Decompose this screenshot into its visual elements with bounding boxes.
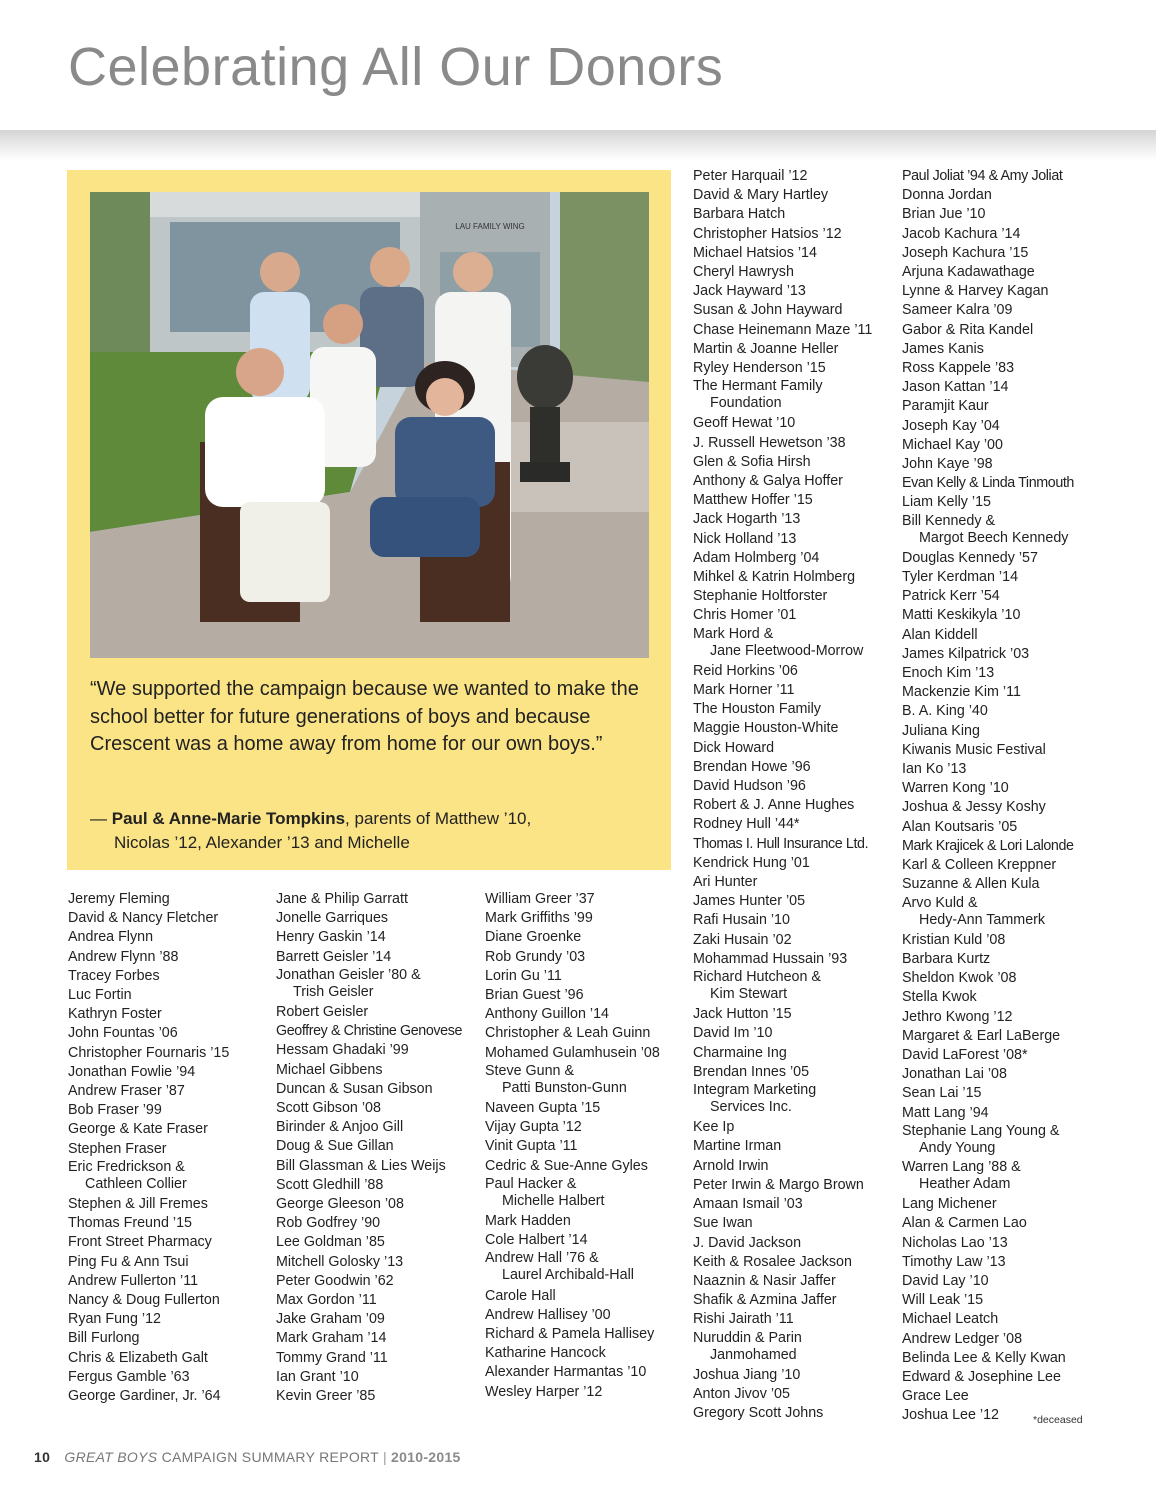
donor-entry: Joshua Jiang ’10 — [693, 1366, 801, 1383]
donor-entry: Ryan Fung ’12 — [68, 1311, 161, 1328]
donor-entry — [902, 895, 1074, 929]
donor-entry: Vinit Gupta ’11 — [485, 1138, 578, 1155]
donor-entry: Liam Kelly ’15 — [902, 494, 991, 511]
donor-entry: Rob Godfrey ’90 — [276, 1215, 381, 1232]
donor-entry: Lorin Gu ’11 — [485, 967, 562, 984]
donor-entry: Bob Fraser ’99 — [68, 1102, 162, 1119]
donor-entry-line-2: Michelle Halbert — [502, 1192, 605, 1209]
donor-entry: David & Nancy Fletcher — [68, 910, 219, 927]
donor-entry: Jane & Philip Garratt — [276, 891, 408, 907]
donor-entry — [693, 1082, 872, 1116]
donor-entry-line-1: Mark Hord & — [693, 625, 774, 642]
donor-entry: Reid Horkins ’06 — [693, 662, 798, 679]
donor-entry-line-2: Foundation — [710, 395, 782, 412]
donor-entry: Alexander Harmantas ’10 — [485, 1364, 647, 1381]
donor-entry: Edward & Josephine Lee — [902, 1368, 1061, 1385]
donor-entry: Alan Koutsaris ’05 — [902, 818, 1018, 835]
donor-entry: Chris & Elizabeth Galt — [68, 1349, 208, 1366]
donor-entry-line-2: Laurel Archibald-Hall — [502, 1267, 634, 1284]
donor-entry: Michael Hatsios ’14 — [693, 244, 817, 261]
donor-entry: Tracey Forbes — [68, 967, 160, 984]
donor-entry-line-1: Warren Lang ’88 & — [902, 1158, 1021, 1175]
donor-entry-line-2: Cathleen Collier — [85, 1175, 187, 1192]
donor-entry: Enoch Kim ’13 — [902, 665, 995, 682]
donor-entry: Adam Holmberg ’04 — [693, 549, 820, 566]
title-gradient-bar — [0, 130, 1156, 160]
donor-entry: Jacob Kachura ’14 — [902, 225, 1021, 242]
donor-entry: Ian Grant ’10 — [276, 1368, 359, 1385]
donor-entry-line-2: Jane Fleetwood-Morrow — [710, 642, 864, 659]
donor-entry: Ryley Henderson ’15 — [693, 360, 826, 377]
donor-entry: Dick Howard — [693, 739, 775, 756]
donor-entry-line-1: Jonathan Geisler ’80 & — [276, 966, 421, 983]
donor-entry: Warren Kong ’10 — [902, 780, 1009, 797]
donor-entry: Ari Hunter — [693, 874, 758, 891]
donor-entry: Andrew Hallisey ’00 — [485, 1306, 611, 1323]
donor-entry: Mihkel & Katrin Holmberg — [693, 569, 856, 586]
donor-column-3 — [485, 890, 660, 1402]
donor-entry: David Im ’10 — [693, 1025, 773, 1042]
donor-entry: Joseph Kay ’04 — [902, 417, 1000, 434]
donor-entry: David LaForest ’08* — [902, 1046, 1028, 1063]
donor-entry: Will Leak ’15 — [902, 1292, 984, 1309]
quote-attribution — [90, 807, 660, 854]
donor-entry: Evan Kelly & Linda Tinmouth — [902, 475, 1074, 492]
donor-entry: Robert & J. Anne Hughes — [693, 797, 855, 814]
donor-entry: Jonathan Fowlie ’94 — [68, 1063, 196, 1080]
donor-entry: Michael Kay ’00 — [902, 436, 1003, 453]
donor-entry: Peter Goodwin ’62 — [276, 1272, 394, 1289]
donor-entry: Mitchell Golosky ’13 — [276, 1253, 404, 1270]
donor-entry: Diane Groenke — [485, 929, 582, 946]
donor-entry: Andrew Fullerton ’11 — [68, 1272, 199, 1289]
donor-entry: Joshua & Jessy Koshy — [902, 799, 1046, 816]
donor-entry-line-1: The Hermant Family — [693, 378, 823, 395]
donor-entry: Timothy Law ’13 — [902, 1253, 1006, 1270]
donor-entry: Bill Glassman & Lies Weijs — [276, 1157, 446, 1174]
donor-entry: Brian Guest ’96 — [485, 987, 584, 1004]
feature-box — [67, 170, 671, 870]
donor-entry-line-1: Andrew Hall ’76 & — [485, 1250, 599, 1267]
donor-entry — [693, 1330, 872, 1364]
donor-entry — [485, 1176, 660, 1210]
donor-entry: Hessam Ghadaki ’99 — [276, 1042, 409, 1059]
donor-entry: Jonelle Garriques — [276, 910, 389, 927]
donor-entry: Geoffrey & Christine Genovese — [276, 1023, 463, 1040]
donor-entry: Andrew Flynn ’88 — [68, 948, 179, 965]
donor-entry-line-1: Steve Gunn & — [485, 1062, 575, 1079]
donor-entry: Gregory Scott Johns — [693, 1405, 824, 1422]
donor-entry: Maggie Houston-White — [693, 720, 839, 737]
donor-entry: John Kaye ’98 — [902, 456, 993, 473]
donor-entry-line-1: Bill Kennedy & — [902, 512, 995, 529]
donor-entry: Jeremy Fleming — [68, 891, 170, 907]
donor-entry: George & Kate Fraser — [68, 1121, 208, 1138]
donor-entry: Peter Harquail ’12 — [693, 168, 808, 184]
donor-entry-line-1: Paul Hacker & — [485, 1175, 577, 1192]
donor-entry: James Kilpatrick ’03 — [902, 645, 1030, 662]
donor-entry: Rodney Hull ’44* — [693, 816, 800, 833]
donor-entry: Alan & Carmen Lao — [902, 1215, 1027, 1232]
footer-separator: | — [383, 1449, 387, 1465]
donor-entry: Robert Geisler — [276, 1004, 369, 1020]
donor-column-2 — [276, 890, 462, 1406]
donor-entry: Donna Jordan — [902, 187, 992, 204]
donor-entry: Fergus Gamble ’63 — [68, 1368, 190, 1385]
donor-entry: Sameer Kalra ’09 — [902, 302, 1013, 319]
donor-entry: Kathryn Foster — [68, 1006, 162, 1023]
donor-entry: Mark Krajicek & Lori Lalonde — [902, 837, 1074, 854]
donor-entry: John Fountas ’06 — [68, 1025, 178, 1042]
donor-entry: Christopher Hatsios ’12 — [693, 225, 842, 242]
donor-entry: Stephen Fraser — [68, 1140, 167, 1157]
donor-entry: Martin & Joanne Heller — [693, 340, 839, 357]
donor-entry: Mohamed Gulamhusein ’08 — [485, 1044, 660, 1061]
donor-entry: Michael Leatch — [902, 1311, 999, 1328]
donor-entry: Kevin Greer ’85 — [276, 1388, 376, 1405]
donor-entry: Kristian Kuld ’08 — [902, 931, 1006, 948]
donor-entry: Nicholas Lao ’13 — [902, 1234, 1008, 1251]
report-name: CAMPAIGN SUMMARY REPORT — [161, 1449, 380, 1465]
donor-entry: Scott Gledhill ’88 — [276, 1176, 384, 1193]
donor-entry: Kiwanis Music Festival — [902, 741, 1046, 758]
page-title: Celebrating All Our Donors — [68, 37, 724, 97]
donor-entry: Cole Halbert ’14 — [485, 1232, 588, 1249]
donor-column-4 — [693, 167, 872, 1423]
donor-entry: Brendan Howe ’96 — [693, 758, 811, 775]
donor-entry: Matthew Hoffer ’15 — [693, 492, 813, 509]
donor-entry — [68, 1159, 229, 1193]
donor-entry: Zaki Husain ’02 — [693, 931, 792, 948]
donor-entry: Chris Homer ’01 — [693, 607, 797, 624]
donor-entry-line-2: Janmohamed — [710, 1346, 797, 1363]
donor-entry: Anthony Guillon ’14 — [485, 1006, 609, 1023]
donor-entry: Joshua Lee ’12 — [902, 1407, 999, 1424]
donor-entry — [693, 378, 872, 412]
donor-entry-line-1: Arvo Kuld & — [902, 894, 978, 911]
donor-entry: Rafi Husain ’10 — [693, 912, 790, 929]
attribution-line-1: , parents of Matthew ’10, — [345, 809, 532, 828]
donor-column-1 — [68, 890, 229, 1406]
donor-entry: B. A. King ’40 — [902, 703, 988, 720]
donor-entry: George Gleeson ’08 — [276, 1196, 404, 1213]
donor-entry: Christopher & Leah Guinn — [485, 1025, 651, 1042]
donor-entry: Paramjit Kaur — [902, 398, 989, 415]
donor-entry: Richard & Pamela Hallisey — [485, 1326, 655, 1343]
donor-entry — [485, 1063, 660, 1097]
donor-entry: Suzanne & Allen Kula — [902, 876, 1040, 893]
donor-entry: David Lay ’10 — [902, 1272, 989, 1289]
donor-entry: Barbara Kurtz — [902, 950, 991, 967]
donor-entry: Tyler Kerdman ’14 — [902, 569, 1019, 586]
donor-entry: Mark Hadden — [485, 1213, 571, 1230]
donor-entry: Carole Hall — [485, 1287, 556, 1304]
donor-entry: Paul Joliat ’94 & Amy Joliat — [902, 168, 1063, 184]
donor-entry: Jack Hogarth ’13 — [693, 511, 801, 528]
donor-entry: Scott Gibson ’08 — [276, 1100, 381, 1117]
donor-entry: Jake Graham ’09 — [276, 1311, 385, 1328]
donor-entry — [902, 1159, 1074, 1193]
donor-entry: Glen & Sofia Hirsh — [693, 453, 811, 470]
donor-entry: Patrick Kerr ’54 — [902, 588, 1000, 605]
donor-entry: Ross Kappele ’83 — [902, 360, 1015, 377]
donor-entry: Mark Graham ’14 — [276, 1330, 387, 1347]
donor-entry: Ping Fu & Ann Tsui — [68, 1253, 189, 1270]
donor-entry: Luc Fortin — [68, 987, 132, 1004]
donor-entry: Katharine Hancock — [485, 1345, 606, 1362]
family-photo — [90, 192, 649, 658]
donor-entry: James Kanis — [902, 340, 984, 357]
donor-entry: Barrett Geisler ’14 — [276, 948, 392, 965]
donor-entry-line-1: Integram Marketing — [693, 1082, 817, 1099]
donor-entry: Rob Grundy ’03 — [485, 948, 586, 965]
donor-entry: Anthony & Galya Hoffer — [693, 473, 843, 490]
donor-entry: Stephanie Holtforster — [693, 588, 828, 605]
donor-entry: Lang Michener — [902, 1196, 997, 1213]
donor-entry-line-2: Andy Young — [919, 1139, 996, 1156]
donor-entry — [276, 967, 462, 1001]
donor-entry: Karl & Colleen Kreppner — [902, 857, 1057, 874]
donor-entry: Ian Ko ’13 — [902, 761, 967, 778]
donor-entry: Stella Kwok — [902, 989, 977, 1006]
donor-entry — [902, 513, 1074, 547]
report-years: 2010-2015 — [390, 1449, 461, 1465]
donor-entry: Kee Ip — [693, 1119, 735, 1136]
donor-entry: Jonathan Lai ’08 — [902, 1066, 1007, 1083]
donor-entry: Margaret & Earl LaBerge — [902, 1027, 1061, 1044]
donor-entry: Sean Lai ’15 — [902, 1085, 982, 1102]
donor-entry: Alan Kiddell — [902, 626, 978, 643]
donor-entry: Doug & Sue Gillan — [276, 1138, 394, 1155]
donor-entry: Front Street Pharmacy — [68, 1234, 212, 1251]
donor-entry: Thomas I. Hull Insurance Ltd. — [693, 835, 869, 852]
donor-entry: Andrew Fraser ’87 — [68, 1083, 185, 1100]
donor-entry: Matt Lang ’94 — [902, 1104, 989, 1121]
donor-entry: Wesley Harper ’12 — [485, 1383, 603, 1400]
donor-entry: Naaznin & Nasir Jaffer — [693, 1272, 836, 1289]
donor-entry-line-2: Margot Beech Kennedy — [919, 529, 1069, 546]
donor-entry: Douglas Kennedy ’57 — [902, 549, 1038, 566]
donor-column-5 — [902, 167, 1074, 1426]
donor-entry: Andrew Ledger ’08 — [902, 1330, 1023, 1347]
donor-entry: Nancy & Doug Fullerton — [68, 1292, 220, 1309]
donor-entry-line-1: Richard Hutcheon & — [693, 969, 821, 986]
donor-entry: Mark Horner ’11 — [693, 682, 795, 699]
donor-entry: Shafik & Azmina Jaffer — [693, 1292, 837, 1309]
donor-entry: Keith & Rosalee Jackson — [693, 1253, 852, 1270]
donor-entry: J. David Jackson — [693, 1234, 802, 1251]
donor-entry: Jack Hayward ’13 — [693, 283, 806, 300]
donor-entry: Stephen & Jill Fremes — [68, 1196, 208, 1213]
donor-entry: Brendan Innes ’05 — [693, 1063, 810, 1080]
donor-entry: Nick Holland ’13 — [693, 530, 797, 547]
donor-entry: Tommy Grand ’11 — [276, 1349, 388, 1366]
donor-entry: Jack Hutton ’15 — [693, 1006, 792, 1023]
donor-entry: William Greer ’37 — [485, 891, 595, 907]
donor-entry: Christopher Fournaris ’15 — [68, 1044, 230, 1061]
donor-entry: Lynne & Harvey Kagan — [902, 283, 1049, 300]
donor-entry: Mark Griffiths ’99 — [485, 910, 593, 927]
donor-entry: Mackenzie Kim ’11 — [902, 684, 1021, 701]
donor-entry: Belinda Lee & Kelly Kwan — [902, 1349, 1066, 1366]
donor-entry: James Hunter ’05 — [693, 893, 806, 910]
donor-quote: “We supported the campaign because we wanted to make the school better for future generations of boys and because Crescent was a home away from home for our own boys.” — [90, 678, 639, 755]
donor-entry — [693, 969, 872, 1003]
donor-entry: Brian Jue ’10 — [902, 206, 986, 223]
donor-entry: George Gardiner, Jr. ’64 — [68, 1388, 221, 1405]
donor-entry: Naveen Gupta ’15 — [485, 1100, 601, 1117]
donor-entry: Amaan Ismail ’03 — [693, 1196, 803, 1213]
donor-entry: Arjuna Kadawathage — [902, 264, 1035, 281]
donor-entry: David Hudson ’96 — [693, 778, 806, 795]
donor-entry: Chase Heinemann Maze ’11 — [693, 321, 873, 338]
donor-entry — [902, 1123, 1074, 1157]
donor-entry-line-2: Kim Stewart — [710, 986, 788, 1003]
donor-entry: Geoff Hewat ’10 — [693, 415, 796, 432]
donor-entry: Joseph Kachura ’15 — [902, 244, 1029, 261]
donor-entry: Anton Jivov ’05 — [693, 1385, 790, 1402]
donor-entry: Martine Irman — [693, 1138, 782, 1155]
donor-entry-line-1: Nuruddin & Parin — [693, 1329, 802, 1346]
donor-entry: Henry Gaskin ’14 — [276, 929, 386, 946]
attribution-name: Paul & Anne-Marie Tompkins — [111, 809, 346, 828]
donor-entry: The Houston Family — [693, 701, 821, 718]
donor-entry: Gabor & Rita Kandel — [902, 321, 1034, 338]
donor-entry: Lee Goldman ’85 — [276, 1234, 385, 1251]
donor-entry — [485, 1250, 660, 1284]
page-footer — [34, 1449, 461, 1465]
donor-entry: Barbara Hatch — [693, 206, 786, 223]
donor-entry: Jason Kattan ’14 — [902, 379, 1009, 396]
donor-entry: Max Gordon ’11 — [276, 1292, 377, 1309]
donor-entry: J. Russell Hewetson ’38 — [693, 434, 846, 451]
donor-entry: Matti Keskikyla ’10 — [902, 607, 1021, 624]
donor-entry: Vijay Gupta ’12 — [485, 1119, 582, 1136]
donor-entry-line-2: Services Inc. — [710, 1099, 792, 1116]
building-sign: LAU FAMILY WING — [455, 222, 525, 231]
donor-entry: Charmaine Ing — [693, 1044, 787, 1061]
donor-entry-line-1: Eric Fredrickson & — [68, 1158, 185, 1175]
donor-entry: Arnold Irwin — [693, 1157, 769, 1174]
donor-entry: Birinder & Anjoo Gill — [276, 1119, 404, 1136]
donor-entry: Grace Lee — [902, 1388, 969, 1405]
donor-entry: Duncan & Susan Gibson — [276, 1080, 433, 1097]
donor-entry: Sheldon Kwok ’08 — [902, 970, 1017, 987]
donor-entry: Mohammad Hussain ’93 — [693, 950, 848, 967]
donor-entry-line-2: Hedy-Ann Tammerk — [919, 911, 1046, 928]
attribution-line-2: Nicolas ’12, Alexander ’13 and Michelle — [114, 832, 410, 852]
donor-entry: Sue Iwan — [693, 1215, 753, 1232]
page-number: 10 — [34, 1449, 51, 1465]
donor-entry: Thomas Freund ’15 — [68, 1215, 192, 1232]
donor-entry-line-2: Heather Adam — [919, 1175, 1011, 1192]
donor-entry: Andrea Flynn — [68, 929, 154, 946]
donor-entry-line-2: Trish Geisler — [293, 983, 374, 1000]
donor-entry: Cedric & Sue-Anne Gyles — [485, 1157, 648, 1174]
donor-entry: Peter Irwin & Margo Brown — [693, 1176, 864, 1193]
publication-name: GREAT BOYS — [64, 1449, 158, 1465]
donor-entry: Cheryl Hawrysh — [693, 264, 794, 281]
deceased-note: *deceased — [1033, 1414, 1083, 1426]
donor-entry: David & Mary Hartley — [693, 187, 829, 204]
donor-entry: Jethro Kwong ’12 — [902, 1008, 1013, 1025]
donor-entry: Michael Gibbens — [276, 1061, 383, 1078]
donor-entry: Rishi Jairath ’11 — [693, 1311, 794, 1328]
donor-entry: Kendrick Hung ’01 — [693, 854, 810, 871]
donor-entry-line-2: Patti Bunston-Gunn — [502, 1079, 627, 1096]
attribution-dash: — — [90, 809, 112, 828]
donor-entry: Susan & John Hayward — [693, 302, 843, 319]
donor-entry: Bill Furlong — [68, 1330, 140, 1347]
donor-entry: Juliana King — [902, 722, 980, 739]
donor-entry-line-1: Stephanie Lang Young & — [902, 1122, 1060, 1139]
donor-entry — [693, 626, 872, 660]
